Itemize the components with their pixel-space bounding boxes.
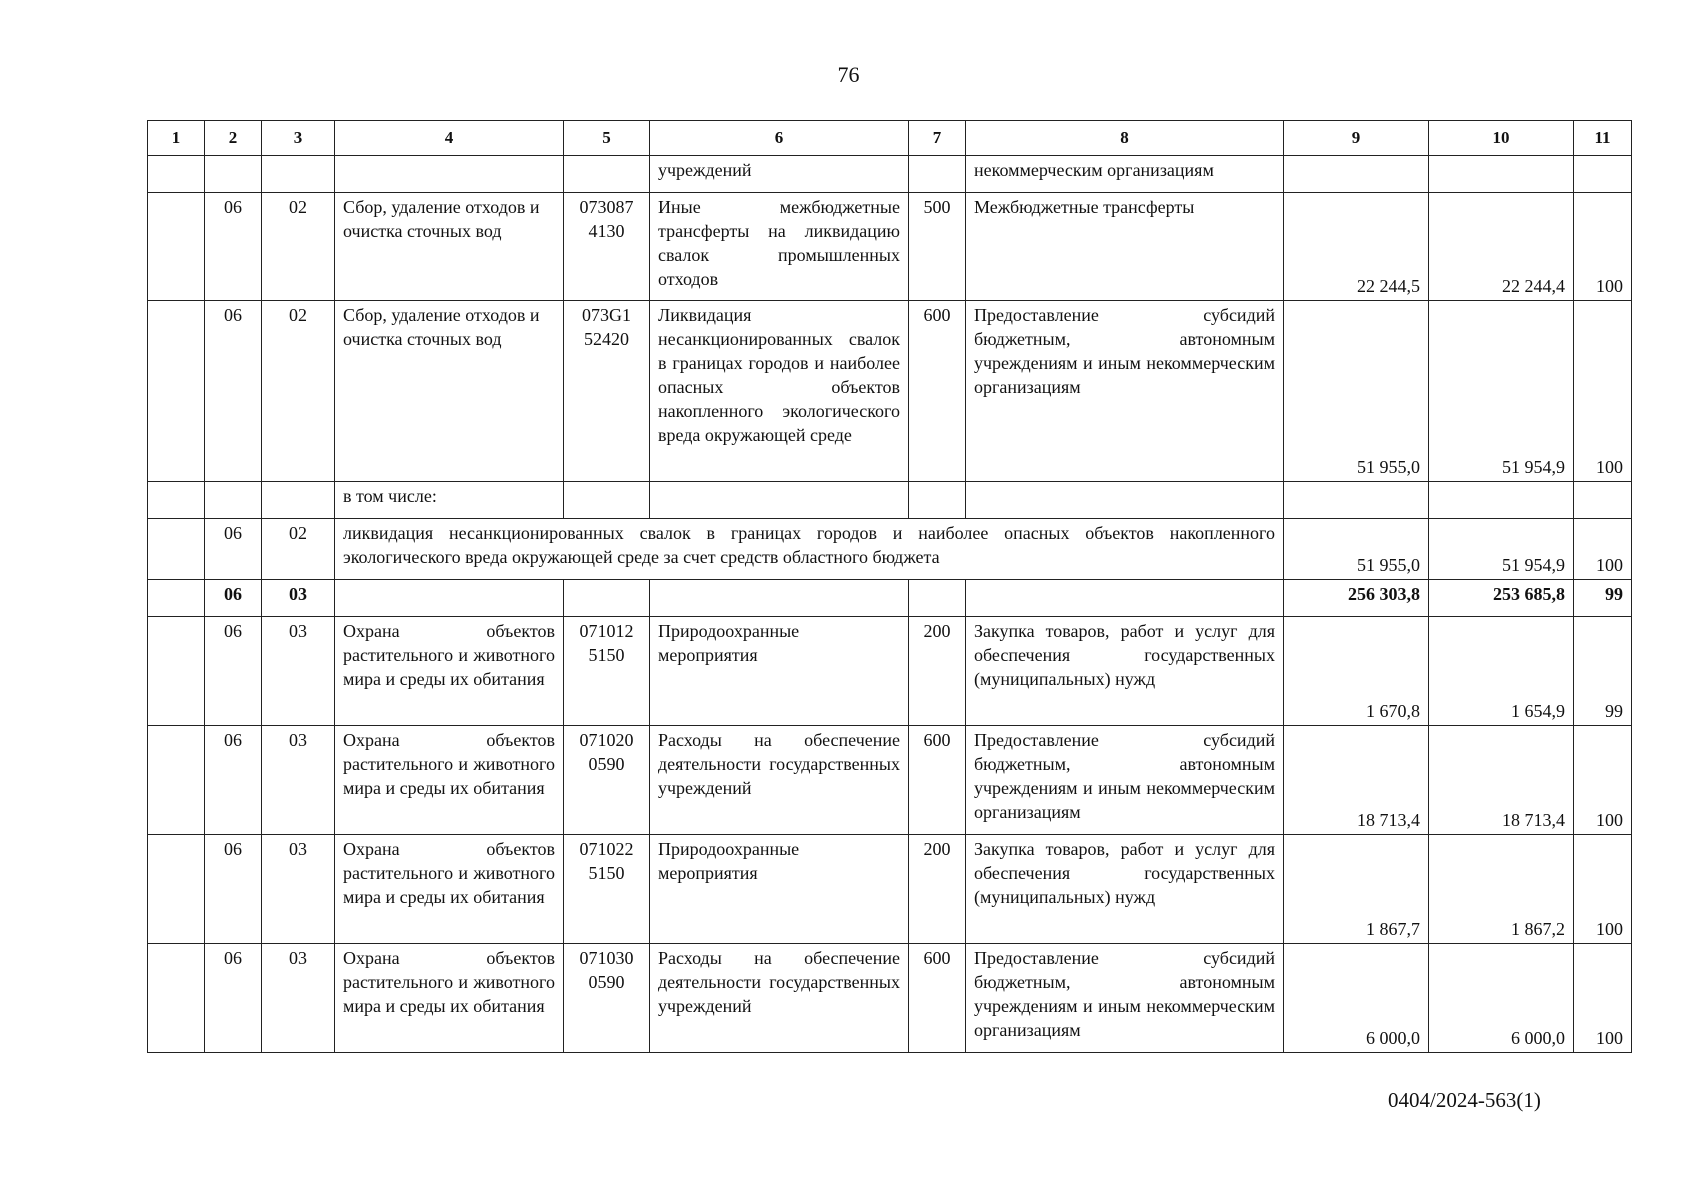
cell-target-name: Иные межбюджетные трансферты на ликвидацию свалок промышленных отходов bbox=[650, 193, 909, 301]
cell-target-code: 071020 0590 bbox=[564, 726, 650, 835]
cell-section: 06 bbox=[205, 944, 262, 1053]
header-row bbox=[148, 121, 1632, 156]
cell-expense-type: 600 bbox=[909, 944, 966, 1053]
cell-planned bbox=[1284, 482, 1429, 519]
cell-expense-name bbox=[966, 482, 1284, 519]
cell-subsection-name: Охрана объектов растительного и животного мира и среды их обитания bbox=[335, 726, 564, 835]
cell-target-code bbox=[564, 580, 650, 617]
cell-executed: 18 713,4 bbox=[1429, 726, 1574, 835]
subtotal-row bbox=[148, 580, 1632, 617]
cell-target-code: 071022 5150 bbox=[564, 835, 650, 944]
cell-subsection bbox=[262, 482, 335, 519]
header-cell: 2 bbox=[205, 121, 262, 156]
cell-col1 bbox=[148, 193, 205, 301]
cell-expense-type bbox=[909, 156, 966, 193]
cell-target-name: Ликвидация несанкционированных свалок в границах городов и наиболее опасных объектов накопленного экологического вреда окружающей среде bbox=[650, 301, 909, 482]
cell-target-code bbox=[564, 156, 650, 193]
cell-target-code bbox=[564, 482, 650, 519]
cell-planned: 51 955,0 bbox=[1284, 301, 1429, 482]
cell-merged-description: ликвидация несанкционированных свалок в границах городов и наиболее опасных объектов накопленного экологического вреда окружающей среде за счет средств областного бюджета bbox=[335, 519, 1284, 580]
document-code: 0404/2024-563(1) bbox=[1388, 1088, 1541, 1112]
cell-subsection-name: Сбор, удаление отходов и очистка сточных вод bbox=[335, 301, 564, 482]
header-cell: 8 bbox=[966, 121, 1284, 156]
cell-percent: 99 bbox=[1574, 617, 1632, 726]
table-row bbox=[148, 193, 1632, 301]
cell-col1 bbox=[148, 580, 205, 617]
table-row bbox=[148, 726, 1632, 835]
cell-col1 bbox=[148, 835, 205, 944]
cell-subsection-name: Сбор, удаление отходов и очистка сточных вод bbox=[335, 193, 564, 301]
cell-subsection-name bbox=[335, 580, 564, 617]
cell-col1 bbox=[148, 617, 205, 726]
cell-target-name bbox=[650, 580, 909, 617]
table-row bbox=[148, 617, 1632, 726]
cell-planned: 18 713,4 bbox=[1284, 726, 1429, 835]
cell-expense-name: некоммерческим организациям bbox=[966, 156, 1284, 193]
cell-section: 06 bbox=[205, 726, 262, 835]
cell-section: 06 bbox=[205, 301, 262, 482]
cell-expense-name bbox=[966, 580, 1284, 617]
cell-executed: 1 867,2 bbox=[1429, 835, 1574, 944]
cell-section: 06 bbox=[205, 617, 262, 726]
cell-target-code: 071012 5150 bbox=[564, 617, 650, 726]
cell-subsection-name: Охрана объектов растительного и животного мира и среды их обитания bbox=[335, 944, 564, 1053]
cell-expense-name: Закупка товаров, работ и услуг для обеспечения государственных (муниципальных) нужд bbox=[966, 617, 1284, 726]
cell-executed: 253 685,8 bbox=[1429, 580, 1574, 617]
cell-col1 bbox=[148, 944, 205, 1053]
cell-executed: 51 954,9 bbox=[1429, 301, 1574, 482]
cell-section: 06 bbox=[205, 193, 262, 301]
cell-section bbox=[205, 156, 262, 193]
cell-executed bbox=[1429, 482, 1574, 519]
cell-col1 bbox=[148, 482, 205, 519]
cell-section: 06 bbox=[205, 519, 262, 580]
cell-target-name: Природоохранные мероприятия bbox=[650, 617, 909, 726]
cell-expense-name: Предоставление субсидий бюджетным, автономным учреждениям и иным некоммерческим организациям bbox=[966, 301, 1284, 482]
cell-expense-type bbox=[909, 580, 966, 617]
cell-expense-type: 600 bbox=[909, 726, 966, 835]
cell-percent: 100 bbox=[1574, 193, 1632, 301]
table-row bbox=[148, 156, 1632, 193]
table-row bbox=[148, 944, 1632, 1053]
cell-expense-name: Закупка товаров, работ и услуг для обеспечения государственных (муниципальных) нужд bbox=[966, 835, 1284, 944]
cell-executed: 6 000,0 bbox=[1429, 944, 1574, 1053]
cell-expense-type: 200 bbox=[909, 835, 966, 944]
cell-subsection-name: в том числе: bbox=[335, 482, 564, 519]
cell-subsection: 02 bbox=[262, 193, 335, 301]
cell-target-name: Расходы на обеспечение деятельности государственных учреждений bbox=[650, 726, 909, 835]
cell-subsection: 03 bbox=[262, 944, 335, 1053]
cell-target-name: Расходы на обеспечение деятельности государственных учреждений bbox=[650, 944, 909, 1053]
cell-target-code: 073087 4130 bbox=[564, 193, 650, 301]
table-row bbox=[148, 519, 1632, 580]
cell-section bbox=[205, 482, 262, 519]
cell-percent: 99 bbox=[1574, 580, 1632, 617]
cell-subsection-name: Охрана объектов растительного и животного мира и среды их обитания bbox=[335, 617, 564, 726]
cell-subsection: 03 bbox=[262, 580, 335, 617]
cell-planned bbox=[1284, 156, 1429, 193]
cell-col1 bbox=[148, 156, 205, 193]
header-cell: 5 bbox=[564, 121, 650, 156]
cell-subsection-name bbox=[335, 156, 564, 193]
cell-target-name bbox=[650, 482, 909, 519]
cell-target-name: учреждений bbox=[650, 156, 909, 193]
table-row bbox=[148, 301, 1632, 482]
header-cell: 9 bbox=[1284, 121, 1429, 156]
cell-expense-name: Межбюджетные трансферты bbox=[966, 193, 1284, 301]
cell-planned: 51 955,0 bbox=[1284, 519, 1429, 580]
cell-planned: 6 000,0 bbox=[1284, 944, 1429, 1053]
cell-expense-name: Предоставление субсидий бюджетным, автономным учреждениям и иным некоммерческим организациям bbox=[966, 944, 1284, 1053]
cell-target-name: Природоохранные мероприятия bbox=[650, 835, 909, 944]
budget-table bbox=[147, 120, 1632, 1053]
cell-executed: 51 954,9 bbox=[1429, 519, 1574, 580]
table-row bbox=[148, 835, 1632, 944]
cell-expense-type bbox=[909, 482, 966, 519]
header-cell: 10 bbox=[1429, 121, 1574, 156]
table-row bbox=[148, 482, 1632, 519]
header-cell: 11 bbox=[1574, 121, 1632, 156]
cell-target-code: 071030 0590 bbox=[564, 944, 650, 1053]
cell-section: 06 bbox=[205, 580, 262, 617]
cell-executed bbox=[1429, 156, 1574, 193]
header-cell: 6 bbox=[650, 121, 909, 156]
cell-expense-type: 600 bbox=[909, 301, 966, 482]
cell-subsection-name: Охрана объектов растительного и животного мира и среды их обитания bbox=[335, 835, 564, 944]
cell-percent: 100 bbox=[1574, 726, 1632, 835]
cell-subsection bbox=[262, 156, 335, 193]
cell-planned: 1 867,7 bbox=[1284, 835, 1429, 944]
cell-planned: 22 244,5 bbox=[1284, 193, 1429, 301]
cell-percent bbox=[1574, 156, 1632, 193]
cell-subsection: 03 bbox=[262, 726, 335, 835]
cell-expense-name: Предоставление субсидий бюджетным, автономным учреждениям и иным некоммерческим организациям bbox=[966, 726, 1284, 835]
page-number: 76 bbox=[837, 62, 860, 87]
cell-executed: 22 244,4 bbox=[1429, 193, 1574, 301]
header-cell: 7 bbox=[909, 121, 966, 156]
cell-percent: 100 bbox=[1574, 944, 1632, 1053]
cell-col1 bbox=[148, 301, 205, 482]
cell-target-code: 073G1 52420 bbox=[564, 301, 650, 482]
cell-subsection: 02 bbox=[262, 519, 335, 580]
header-cell: 3 bbox=[262, 121, 335, 156]
header-cell: 1 bbox=[148, 121, 205, 156]
cell-percent: 100 bbox=[1574, 835, 1632, 944]
header-cell: 4 bbox=[335, 121, 564, 156]
cell-planned: 1 670,8 bbox=[1284, 617, 1429, 726]
cell-col1 bbox=[148, 726, 205, 835]
cell-subsection: 03 bbox=[262, 617, 335, 726]
cell-planned: 256 303,8 bbox=[1284, 580, 1429, 617]
cell-col1 bbox=[148, 519, 205, 580]
cell-section: 06 bbox=[205, 835, 262, 944]
cell-percent: 100 bbox=[1574, 301, 1632, 482]
cell-expense-type: 200 bbox=[909, 617, 966, 726]
cell-expense-type: 500 bbox=[909, 193, 966, 301]
cell-percent: 100 bbox=[1574, 519, 1632, 580]
cell-executed: 1 654,9 bbox=[1429, 617, 1574, 726]
cell-percent bbox=[1574, 482, 1632, 519]
cell-subsection: 02 bbox=[262, 301, 335, 482]
cell-subsection: 03 bbox=[262, 835, 335, 944]
